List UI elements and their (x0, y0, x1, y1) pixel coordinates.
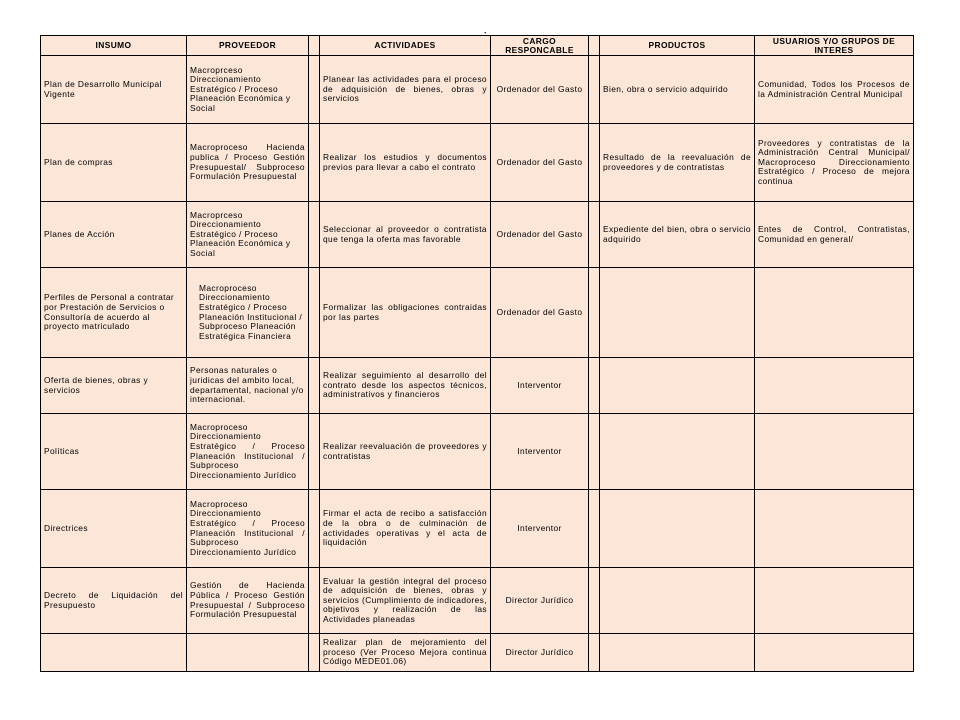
cell-proveedor: Macroprceso Direccionamiento Estratégico / Proceso Planeación Económica y Social (187, 56, 309, 124)
header-actividades: ACTIVIDADES (320, 36, 491, 56)
cell-spacer (589, 358, 600, 414)
cell-productos: Bien, obra o servicio adquirido (600, 56, 755, 124)
cell-productos (600, 490, 755, 568)
cell-usuarios (755, 568, 914, 634)
cell-actividades: Seleccionar al proveedor o contratista que tenga la oferta mas favorable (320, 202, 491, 268)
cell-insumo: Planes de Acción (41, 202, 187, 268)
cell-insumo: Perfiles de Personal a contratar por Prestación de Servicios o Consultoría de acuerdo al proyecto matriculado (41, 268, 187, 358)
cell-usuarios (755, 634, 914, 672)
cell-spacer (309, 56, 320, 124)
cell-proveedor: Personas naturales o juridicas del ambito local, departamental, nacional y/o internacional. (187, 358, 309, 414)
cell-spacer (309, 568, 320, 634)
cell-spacer (309, 124, 320, 202)
table-row (41, 634, 914, 672)
cell-insumo: Políticas (41, 414, 187, 490)
table-row (41, 56, 914, 124)
table-row (41, 490, 914, 568)
cell-actividades: Realizar seguimiento al desarrollo del contrato desde los aspectos técnicos, administrativos y financieros (320, 358, 491, 414)
cell-productos (600, 414, 755, 490)
header-cargo: CARGO RESPONCABLE (491, 36, 589, 56)
cell-actividades: Realizar plan de mejoramiento del proceso (Ver Proceso Mejora continua Código MEDE01.06) (320, 634, 491, 672)
cell-cargo: Interventor (491, 358, 589, 414)
cell-cargo: Interventor (491, 414, 589, 490)
header-spacer (589, 36, 600, 56)
table-row (41, 202, 914, 268)
cell-proveedor: Macroproceso Direccionamiento Estratégico / Proceso Planeación Institucional / Subproceso Direccionamiento Jurídico (187, 414, 309, 490)
cell-cargo: Director Jurídico (491, 568, 589, 634)
cell-actividades: Realizar los estudios y documentos previos para llevar a cabo el contrato (320, 124, 491, 202)
cell-insumo: Plan de compras (41, 124, 187, 202)
cell-actividades: Firmar el acta de recibo a satisfacción de la obra o de culminación de actividades operativas y el acta de liquidación (320, 490, 491, 568)
cell-usuarios (755, 414, 914, 490)
table-row (41, 414, 914, 490)
cell-spacer (589, 56, 600, 124)
cell-spacer (309, 202, 320, 268)
cell-spacer (309, 358, 320, 414)
cell-cargo: Interventor (491, 490, 589, 568)
cell-productos: Expediente del bien, obra o servicio adquirido (600, 202, 755, 268)
cell-usuarios (755, 358, 914, 414)
cell-spacer (309, 490, 320, 568)
cell-cargo: Ordenador del Gasto (491, 268, 589, 358)
cell-spacer (309, 634, 320, 672)
cell-actividades: Planear las actividades para el proceso de adquisición de bienes, obras y servicios (320, 56, 491, 124)
cell-productos (600, 268, 755, 358)
cell-actividades: Evaluar la gestión integral del proceso de adquisición de bienes, obras y servicios (Cumplimiento de indicadores, objetivos y realización de las Actividades planeadas (320, 568, 491, 634)
cell-spacer (589, 124, 600, 202)
cell-productos (600, 568, 755, 634)
table-row (41, 568, 914, 634)
cell-proveedor: Macroprceso Direccionamiento Estratégico / Proceso Planeación Económica y Social (187, 202, 309, 268)
table-row (41, 358, 914, 414)
cell-usuarios: Entes de Control, Contratistas, Comunidad en general/ (755, 202, 914, 268)
cell-productos (600, 634, 755, 672)
cell-cargo: Ordenador del Gasto (491, 124, 589, 202)
cell-spacer (589, 268, 600, 358)
cell-cargo: Ordenador del Gasto (491, 202, 589, 268)
table-row (41, 268, 914, 358)
cell-insumo (41, 634, 187, 672)
cell-proveedor: Gestión de Hacienda Pública / Proceso Gestión Presupuestal / Subproceso Formulación Presupuestal (187, 568, 309, 634)
cell-proveedor: Macroproceso Hacienda publica / Proceso Gestión Presupuestal/ Subproceso Formulación Presupuestal (187, 124, 309, 202)
cell-spacer (589, 568, 600, 634)
header-row (41, 36, 914, 56)
cell-actividades: Realizar reevaluación de proveedores y contratistas (320, 414, 491, 490)
cell-usuarios: Proveedores y contratistas de la Administración Central Municipal/ Macroproceso Direccionamiento Estratégico / Proceso de mejora continua (755, 124, 914, 202)
header-usuarios: USUARIOS Y/O GRUPOS DE INTERES (755, 36, 914, 56)
header-proveedor: PROVEEDOR (187, 36, 309, 56)
header-productos: PRODUCTOS (600, 36, 755, 56)
cell-cargo: Ordenador del Gasto (491, 56, 589, 124)
cell-proveedor: Macroproceso Direccionamiento Estratégico / Proceso Planeación Institucional / Subproceso Direccionamiento Jurídico (187, 490, 309, 568)
cell-spacer (589, 414, 600, 490)
cell-insumo: Plan de Desarrollo Municipal Vigente (41, 56, 187, 124)
cell-spacer (309, 268, 320, 358)
cell-spacer (589, 202, 600, 268)
cell-productos (600, 358, 755, 414)
cell-insumo: Directrices (41, 490, 187, 568)
cell-usuarios (755, 490, 914, 568)
cell-spacer (589, 634, 600, 672)
cell-usuarios (755, 268, 914, 358)
cell-cargo: Director Jurídico (491, 634, 589, 672)
process-table (40, 35, 914, 672)
cell-proveedor (187, 634, 309, 672)
table-row (41, 124, 914, 202)
cell-usuarios: Comunidad, Todos los Procesos de la Administración Central Municipal (755, 56, 914, 124)
cell-spacer (309, 414, 320, 490)
cell-insumo: Oferta de bienes, obras y servicios (41, 358, 187, 414)
header-spacer (309, 36, 320, 56)
cell-insumo: Decreto de Liquidación del Presupuesto (41, 568, 187, 634)
cell-spacer (589, 490, 600, 568)
cell-proveedor: Macroproceso Direccionamiento Estratégico / Proceso Planeación Institucional / Subproceso Planeación Estratégica Financiera (187, 268, 309, 358)
header-insumo: INSUMO (41, 36, 187, 56)
cell-productos: Resultado de la reevaluación de proveedores y de contratistas (600, 124, 755, 202)
cell-actividades: Formalizar las obligaciones contraidas por las partes (320, 268, 491, 358)
